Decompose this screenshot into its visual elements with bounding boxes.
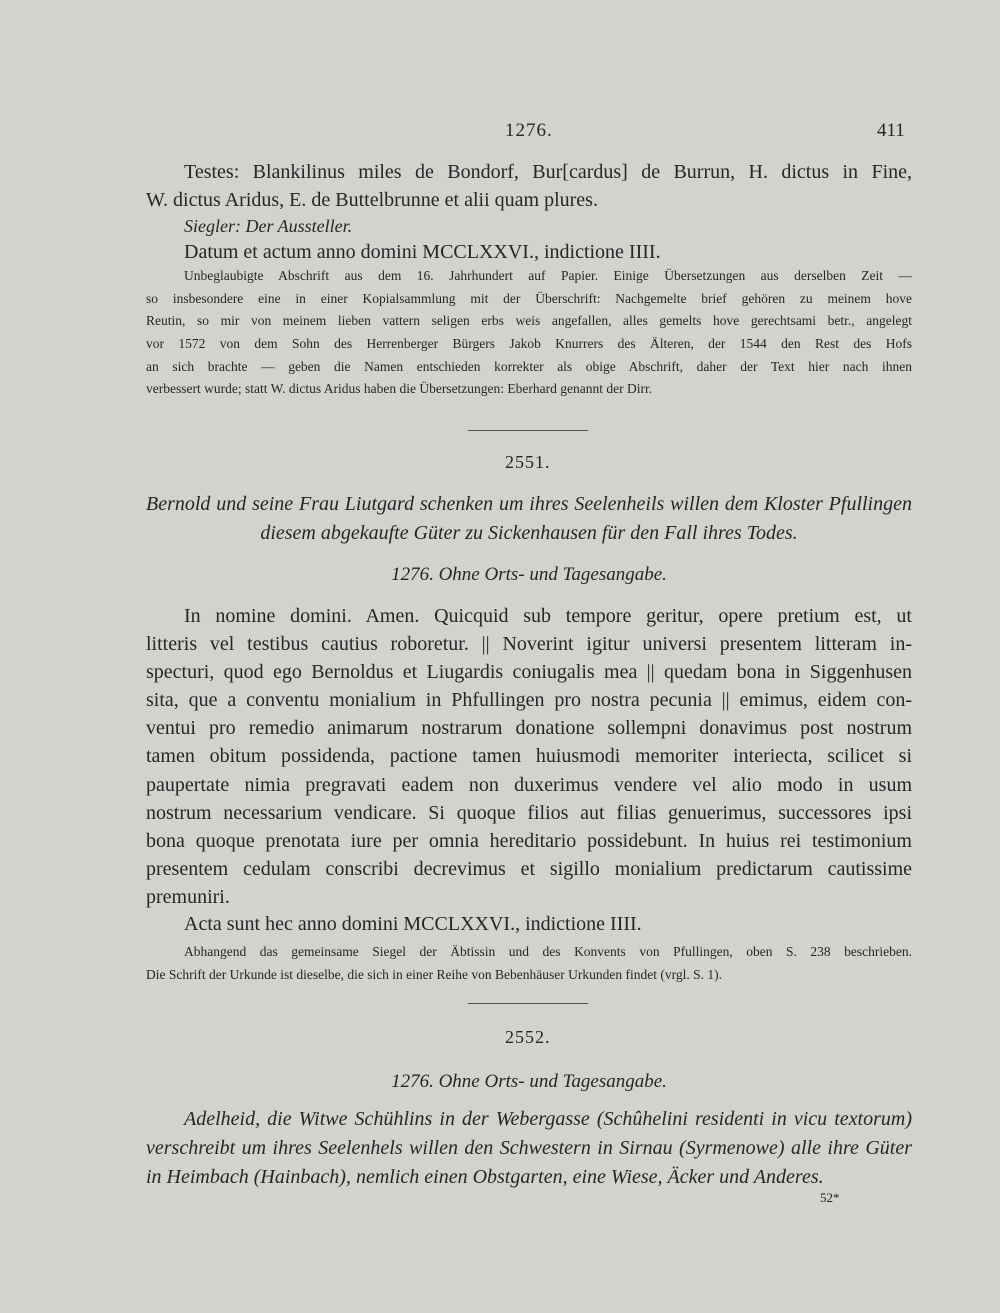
- regest-summary-line-1: Adelheid, die Witwe Schühlins in der Webergasse (Schûhelini residenti in vicu textorum): [184, 1108, 912, 1130]
- signature-mark: 52*: [820, 1190, 840, 1205]
- acta-line: Acta sunt hec anno domini MCCLXXVI., indictione IIII.: [184, 913, 642, 935]
- document-number-2551: 2551.: [505, 452, 551, 472]
- charter-line-9: bona quoque prenotata iure per omnia hereditario possidebunt. In huius rei testimonium: [146, 830, 912, 852]
- regest-title-line-1: Bernold und seine Frau Liutgard schenken um ihres Seelenheils willen dem Kloster Pfullingen: [146, 493, 912, 515]
- seal-note-line-1: Abhangend das gemeinsame Siegel der Äbtissin und des Konvents von Pfullingen, oben S. 238 beschrieben.: [184, 944, 912, 959]
- charter-line-6: tamen obitum possidenda, pactione tamen huiusmodi memoriter interiecta, scilicet si: [146, 745, 912, 767]
- siegler-line: Siegler: Der Aussteller.: [184, 216, 353, 236]
- note-line-1: Unbeglaubigte Abschrift aus dem 16. Jahrhundert auf Papier. Einige Übersetzungen aus derselben Zeit —: [184, 268, 912, 283]
- section-divider: [468, 1003, 588, 1004]
- regest-summary-line-2: verschreibt um ihres Seelenhels willen den Schwestern in Sirnau (Syrmenowe) alle ihre Güter: [146, 1137, 912, 1159]
- running-header-year: 1276.: [505, 120, 553, 141]
- charter-line-5: ventui pro remedio animarum nostrarum donatione sollempni donavimus post nostrum: [146, 717, 912, 739]
- document-date-2552: 1276. Ohne Orts- und Tagesangabe.: [391, 1071, 667, 1092]
- charter-line-7: paupertate nimia pregravati eadem non duxerimus vendere vel alio modo in usum: [146, 774, 912, 796]
- datum-line: Datum et actum anno domini MCCLXXVI., indictione IIII.: [184, 241, 661, 263]
- document-number-2552: 2552.: [505, 1027, 551, 1047]
- note-line-2: so insbesondere eine in einer Kopialsammlung mit der Überschrift: Nachgemelte brief gehören zu meinem hove: [146, 291, 912, 306]
- witness-line-1: Testes: Blankilinus miles de Bondorf, Bur[cardus] de Burrun, H. dictus in Fine,: [184, 161, 912, 183]
- section-divider: [468, 430, 588, 431]
- charter-line-8: nostrum necessarium vendicare. Si quoque filios aut filias genuerimus, successores ipsi: [146, 802, 912, 824]
- charter-line-11: premuniri.: [146, 886, 230, 908]
- charter-line-10: presentem cedulam conscribi decrevimus et sigillo monialium predictarum cautissime: [146, 858, 912, 880]
- witness-line-2: W. dictus Aridus, E. de Buttelbrunne et alii quam plures.: [146, 189, 598, 211]
- regest-summary-line-3: in Heimbach (Hainbach), nemlich einen Obstgarten, eine Wiese, Äcker und Anderes.: [146, 1166, 824, 1188]
- document-date-2551: 1276. Ohne Orts- und Tagesangabe.: [391, 564, 667, 585]
- regest-title-line-2: diesem abgekaufte Güter zu Sickenhausen für den Fall ihres Todes.: [260, 522, 798, 544]
- charter-line-4: sita, que a conventu monialium in Phfullingen pro nostra pecunia || emimus, eidem con-: [146, 689, 912, 711]
- charter-line-3: specturi, quod ego Bernoldus et Liugardis coniugalis mea || quedam bona in Siggenhusen: [146, 661, 912, 683]
- charter-line-1: In nomine domini. Amen. Quicquid sub tempore geritur, opere pretium est, ut: [184, 605, 912, 627]
- charter-line-2: litteris vel testibus cautius roboretur. || Noverint igitur universi presentem litteram in-: [146, 633, 912, 655]
- note-line-4: vor 1572 von dem Sohn des Herrenberger Bürgers Jakob Knurrers des Älteren, der 1544 den Rest des Hofs: [146, 336, 912, 351]
- page-number: 411: [877, 120, 905, 141]
- seal-note-line-2: Die Schrift der Urkunde ist dieselbe, die sich in einer Reihe von Bebenhäuser Urkunden findet (vrgl. S. 1).: [146, 967, 722, 982]
- note-line-5: an sich brachte — geben die Namen entschieden korrekter als obige Abschrift, daher der Text hier nach ihnen: [146, 359, 912, 374]
- note-line-3: Reutin, so mir von meinem lieben vattern seligen erbs weis angefallen, alles gemelts hove gerechtsami betr., angelegt: [146, 313, 912, 328]
- note-line-6: verbessert wurde; statt W. dictus Aridus haben die Übersetzungen: Eberhard genannt der Dirr.: [146, 381, 653, 396]
